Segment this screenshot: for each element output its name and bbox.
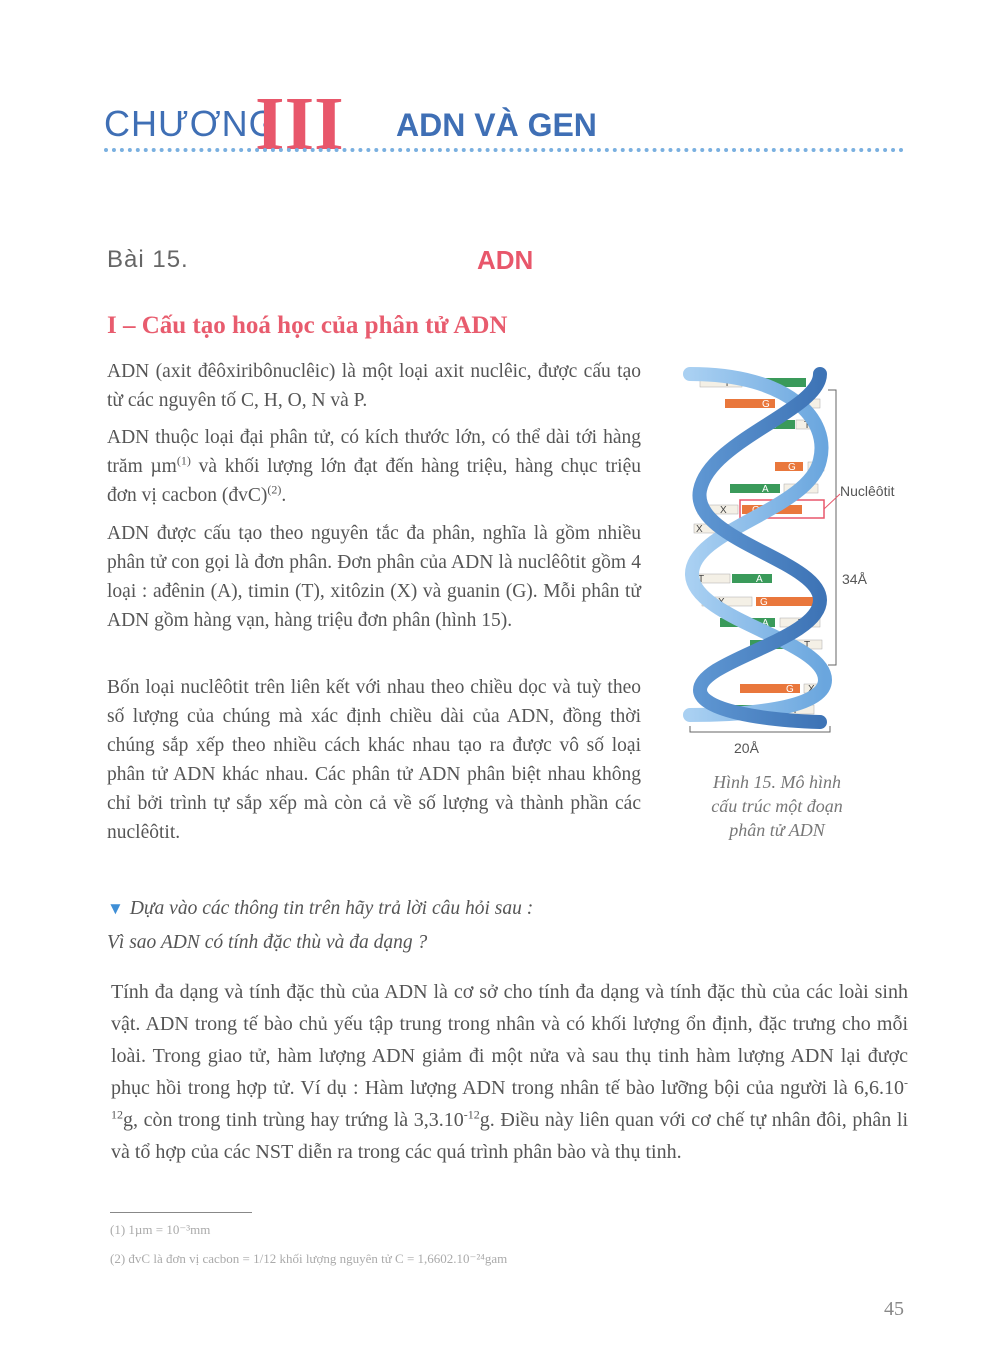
base-letter: T <box>804 420 811 431</box>
base-letter: X <box>800 399 807 410</box>
nucleotide-label: Nuclêôtit <box>840 483 895 499</box>
paragraph-1: ADN (axit đêôxiribônuclêic) là một loại axit nuclêic, được cấu tạo từ các nguyên tố C, H, O, N và P. <box>107 361 641 411</box>
base-letter: A <box>769 420 776 431</box>
footnote-ref-1: (1) <box>176 453 191 468</box>
footnote-2: (2) đvC là đơn vị cacbon = 1/12 khối lượng nguyên tử C = 1,6602.10⁻²⁴gam <box>110 1251 508 1266</box>
base-letter: X <box>718 597 725 608</box>
exponent-2: -12 <box>463 1107 480 1122</box>
base-letter: T <box>798 618 805 629</box>
triangle-marker-icon: ▼ <box>107 899 124 918</box>
answer-text-3: g. Điều này liên quan với cơ chế tự nhân đôi, phân li và tổ hợp của các NST diễn ra trong các quá trình phân bào và thụ tinh. <box>111 1109 908 1163</box>
base-letter: T <box>804 640 811 651</box>
chapter-word: CHƯƠNG <box>104 103 278 144</box>
base-letter: G <box>788 462 796 473</box>
answer-text-2: g, còn trong tinh trùng hay trứng là 3,3.10 <box>123 1109 464 1131</box>
pitch-bracket <box>828 390 836 665</box>
footnote-1: (1) 1µm = 10⁻³mm <box>110 1222 211 1237</box>
base-letter: T <box>698 574 705 585</box>
base-letter: A <box>764 705 771 716</box>
base-letter: G <box>762 399 770 410</box>
section-heading: I – Cấu tạo hoá học của phân tử ADN <box>107 312 508 339</box>
p2-text-c: . <box>281 485 287 506</box>
caption-line-2: cấu trúc một đoạn <box>711 796 843 816</box>
question-line-2: Vì sao ADN có tính đặc thù và đa dạng ? <box>107 932 428 953</box>
base-letter: T <box>800 484 807 495</box>
base-letter: G <box>752 505 760 516</box>
base-letter: A <box>760 378 767 389</box>
pitch-label: 34Å <box>842 571 867 587</box>
dna-helix-figure <box>680 360 910 760</box>
nucleotide-pointer <box>824 494 840 509</box>
base-letter: X <box>812 462 819 473</box>
base-letter: A <box>762 484 769 495</box>
p2-text-b: và khối lượng lớn đạt đến hàng triệu, hàng chục triệu đơn vị cacbon (đvC) <box>107 456 642 506</box>
chapter-title: ADN VÀ GEN <box>396 107 597 143</box>
chapter-number: III <box>255 82 344 166</box>
caption-line-3: phân tử ADN <box>729 820 825 840</box>
page-number: 45 <box>884 1298 904 1320</box>
chapter-divider <box>104 148 904 152</box>
answer-paragraph <box>111 976 908 1168</box>
base-letter: G <box>728 524 736 535</box>
base-pair <box>694 574 772 585</box>
p2-text-a: ADN thuộc loại đại phân tử, có kích thước lớn, có thể dài tới hàng trăm µm <box>107 427 641 477</box>
lesson-title: ADN <box>477 245 534 275</box>
paragraph-4: Bốn loại nuclêôtit trên liên kết với nhau theo chiều dọc và tuỳ theo số lượng của chúng mà xác định chiều dài của ADN, đồng thời chúng sắp xếp theo nhiều cách khác nhau tạo ra được vô số loại phân tử ADN khác nhau. Các phân tử ADN phân biệt nhau không chỉ bởi trình tự sắp xếp mà còn cả về số lượng và thành phần các nuclêôtit. <box>107 677 641 843</box>
base-letter: A <box>756 574 763 585</box>
width-label: 20Å <box>734 740 759 756</box>
base-letter: G <box>760 597 768 608</box>
question-block <box>107 892 667 960</box>
footnote-ref-2: (2) <box>267 482 282 497</box>
base-letter: T <box>724 378 731 389</box>
exponent-1: -12 <box>111 1075 908 1122</box>
question-line-1 <box>107 892 667 926</box>
base-letter: X <box>696 524 703 535</box>
footnote-divider <box>110 1212 252 1213</box>
paragraph-2 <box>107 423 641 510</box>
lesson-number: Bài 15. <box>107 246 189 273</box>
caption-line-1: Hình 15. Mô hình <box>713 772 841 792</box>
base-letter: G <box>786 684 794 695</box>
base-letter: A <box>770 640 777 651</box>
figure-caption <box>672 770 882 842</box>
base-letter: X <box>808 684 815 695</box>
base-letter: A <box>762 618 769 629</box>
question-text-1: Dựa vào các thông tin trên hãy trả lời câu hỏi sau : <box>129 898 534 919</box>
answer-text-1: Tính đa dạng và tính đặc thù của ADN là cơ sở cho tính đa dạng và tính đặc thù của các loài sinh vật. ADN trong tế bào chủ yếu tập trung trong nhân và có khối lượng ổn định, đặc trưng cho mỗi loài. Trong giao tử, hàm lượng ADN giảm đi một nửa và sau thụ tinh hàm lượng ADN lại được phục hồi trong hợp tử. Ví dụ : Hàm lượng ADN trong nhân tế bào lưỡng bội của người là 6,6.10 <box>111 981 908 1099</box>
base-letter: X <box>720 505 727 516</box>
paragraph-3: ADN được cấu tạo theo nguyên tắc đa phân, nghĩa là gồm nhiều phân tử con gọi là đơn phân. Đơn phân của ADN là nuclêôtit gồm 4 loại : ađênin (A), timin (T), xitôzin (X) và guanin (G). Mỗi phân tử ADN gồm hàng vạn, hàng triệu đơn phân (hình 15). <box>107 523 641 631</box>
base-letter: T <box>792 705 799 716</box>
